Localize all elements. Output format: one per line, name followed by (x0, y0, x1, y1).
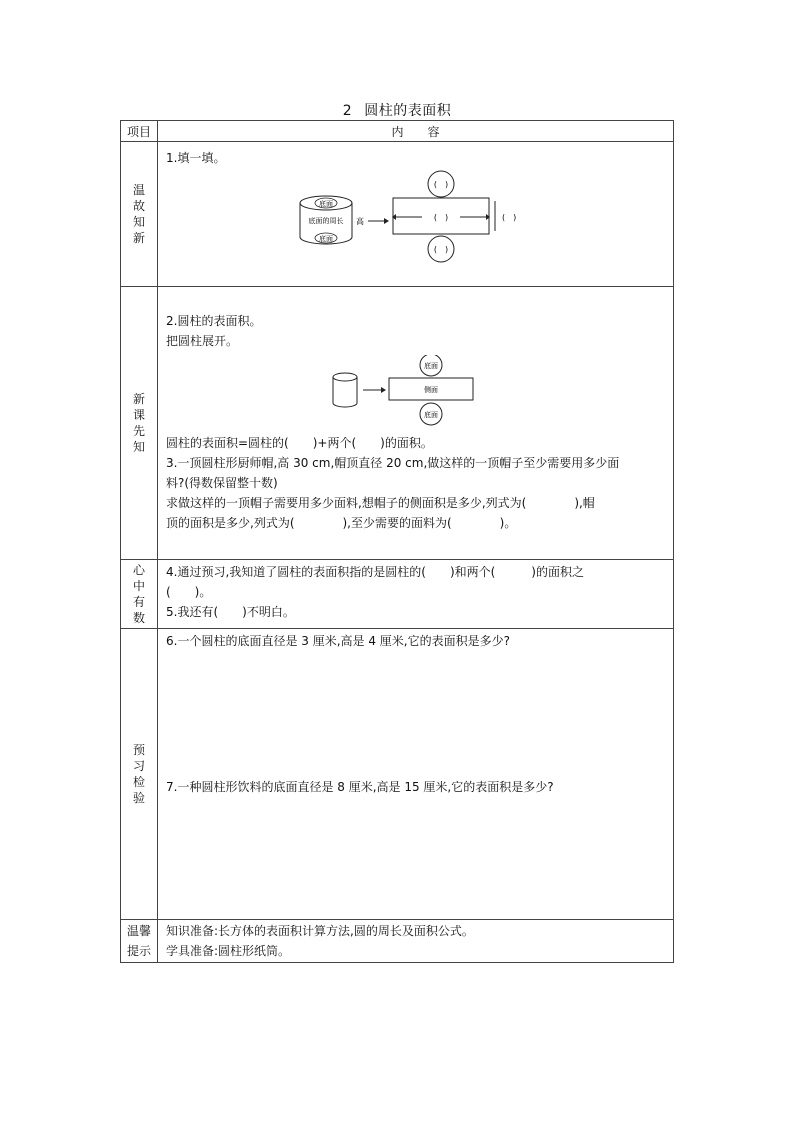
tips-knowledge: 知识准备:长方体的表面积计算方法,圆的周长及面积公式。 (166, 924, 474, 938)
net-top-circle-blank: ( ) (433, 180, 448, 189)
question-3-line-2: 料?(得数保留整十数) (166, 476, 278, 490)
surface-formula: 圆柱的表面积=圆柱的( )+两个( )的面积。 (166, 436, 433, 450)
cylinder-bottom-base-text: 底面 (318, 235, 333, 243)
tips-tools: 学具准备:圆柱形纸筒。 (166, 944, 291, 958)
cylinder-top-base-text: 底面 (318, 200, 333, 208)
mind-label: 心中有数 (132, 563, 145, 625)
net-width-blank: ( ) (433, 213, 448, 222)
surface-side-text: 侧面 (423, 386, 438, 394)
question-4-line-1: 4.通过预习,我知道了圆柱的表面积指的是圆柱的( )和两个( )的面积之 (166, 565, 584, 579)
height-label: 高 (355, 217, 364, 226)
cylinder-surface-diagram (331, 355, 501, 429)
surface-bottom-text: 底面 (423, 411, 438, 419)
question-3-line-3: 求做这样的一顶帽子需要用多少面料,想帽子的侧面积是多少,列式为( ),帽 (166, 496, 595, 510)
mind-row (121, 560, 674, 629)
worksheet-table (120, 120, 674, 963)
page-title (0, 100, 794, 120)
new-label-cell (121, 287, 158, 560)
question-6-answer-space (166, 651, 665, 777)
tips-row (121, 920, 674, 963)
small-cylinder-bottom (333, 403, 357, 407)
header-content: 内 容 (158, 121, 674, 142)
question-5: 5.我还有( )不明白。 (166, 605, 295, 619)
tips-label-1: 温馨 (126, 924, 151, 938)
check-content-cell (158, 629, 674, 920)
question-7: 7.一种圆柱形饮料的底面直径是 8 厘米,高是 15 厘米,它的表面积是多少? (166, 780, 554, 794)
question-2-sub: 把圆柱展开。 (166, 334, 239, 348)
surface-top-text: 底面 (423, 362, 438, 370)
cylinder-unfold-diagram (296, 170, 536, 270)
title-number: 2 (342, 103, 353, 119)
tips-label-cell (121, 920, 158, 963)
header-row (121, 121, 674, 142)
new-knowledge-row (121, 287, 674, 560)
review-label: 温故知新 (132, 183, 145, 245)
check-row (121, 629, 674, 920)
unfold-arrow-head (384, 218, 389, 224)
tips-label-2: 提示 (126, 944, 151, 958)
net-bottom-circle-blank: ( ) (433, 245, 448, 254)
header-item: 项目 (121, 121, 158, 142)
review-row (121, 142, 674, 287)
net-height-blank: ( ) (501, 213, 516, 222)
question-3-line-4: 顶的面积是多少,列式为( ),至少需要的面料为( )。 (166, 516, 517, 530)
question-6: 6.一个圆柱的底面直径是 3 厘米,高是 4 厘米,它的表面积是多少? (166, 634, 510, 648)
surface-arrow-head (381, 387, 386, 393)
question-4-line-2: ( )。 (166, 585, 212, 599)
question-2: 2.圆柱的表面积。 (166, 314, 262, 328)
tips-content-cell (158, 920, 674, 963)
new-label: 新课先知 (132, 392, 145, 454)
review-label-cell (121, 142, 158, 287)
check-label: 预习检验 (132, 743, 145, 805)
title-text: 圆柱的表面积 (364, 103, 452, 119)
question-3-line-1: 3.一顶圆柱形厨师帽,高 30 cm,帽顶直径 20 cm,做这样的一顶帽子至少需要用多少面 (166, 456, 620, 470)
mind-label-cell (121, 560, 158, 629)
cylinder-side-text: 底面的周长 (308, 217, 343, 225)
question-1: 1.填一填。 (166, 151, 226, 165)
small-cylinder-top (333, 373, 357, 381)
review-content-cell (158, 142, 674, 287)
new-content-cell (158, 287, 674, 560)
check-label-cell (121, 629, 158, 920)
mind-content-cell (158, 560, 674, 629)
